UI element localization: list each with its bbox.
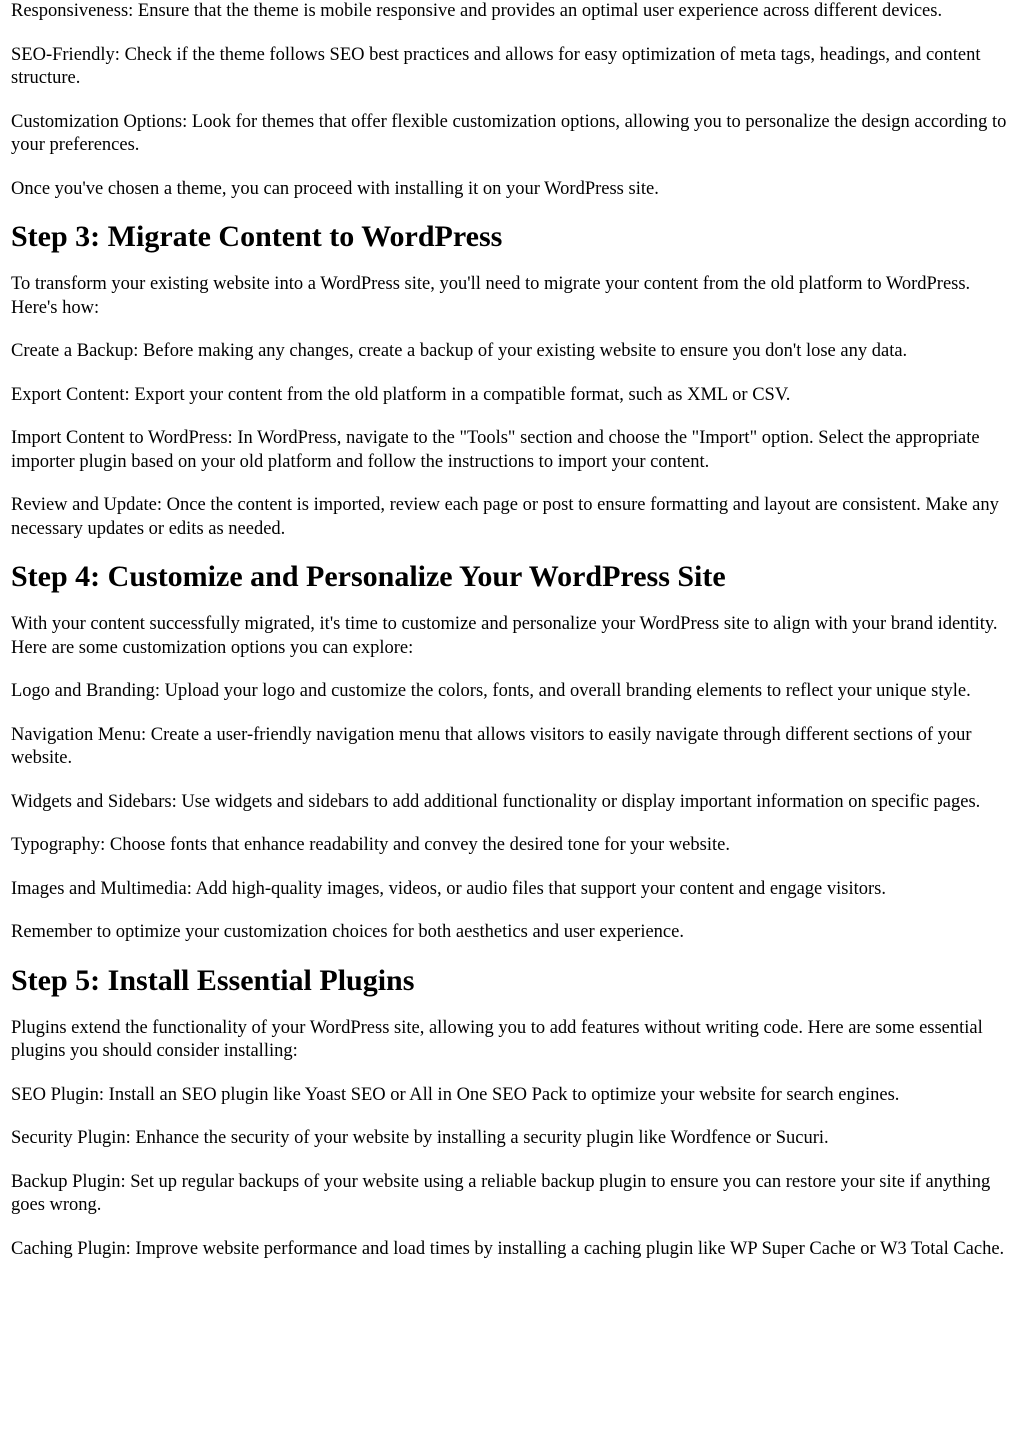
paragraph-step3-intro: To transform your existing website into a WordPress site, you'll need to migrate your content from the old platform to WordPress. Here's how: (11, 274, 971, 318)
paragraph-responsiveness: Responsiveness: Ensure that the theme is mobile responsive and provides an optimal user experience across different devices. (11, 1, 943, 21)
paragraph-import-content: Import Content to WordPress: In WordPress, navigate to the "Tools" section and choose the "Import" option. Select the appropriate importer plugin based on your old platform and follow the instructions to import your content. (11, 428, 980, 472)
heading-step-4: Step 4: Customize and Personalize Your WordPress Site (11, 560, 726, 593)
paragraph-navigation-menu: Navigation Menu: Create a user-friendly navigation menu that allows visitors to easily navigate through different sections of your website. (11, 724, 972, 768)
paragraph-widgets-sidebars: Widgets and Sidebars: Use widgets and sidebars to add additional functionality or display important information on specific pages. (11, 791, 981, 812)
heading-step-3: Step 3: Migrate Content to WordPress (11, 220, 503, 253)
paragraph-step5-intro: Plugins extend the functionality of your WordPress site, allowing you to add features without writing code. Here are some essential plugins you should consider installing: (11, 1017, 983, 1061)
paragraph-images-multimedia: Images and Multimedia: Add high-quality images, videos, or audio files that support your content and engage visitors. (11, 878, 886, 899)
paragraph-theme-install-note: Once you've chosen a theme, you can proceed with installing it on your WordPress site. (11, 178, 659, 199)
paragraph-seo-plugin: SEO Plugin: Install an SEO plugin like Yoast SEO or All in One SEO Pack to optimize your website for search engines. (11, 1084, 900, 1105)
paragraph-create-backup: Create a Backup: Before making any changes, create a backup of your existing website to ensure you don't lose any data. (11, 341, 908, 361)
paragraph-backup-plugin: Backup Plugin: Set up regular backups of your website using a reliable backup plugin to ensure you can restore your site if anything goes wrong. (11, 1171, 991, 1215)
heading-step-5: Step 5: Install Essential Plugins (11, 963, 415, 997)
paragraph-export-content: Export Content: Export your content from the old platform in a compatible format, such as XML or CSV. (11, 384, 791, 405)
paragraph-review-update: Review and Update: Once the content is imported, review each page or post to ensure formatting and layout are consistent. Make any necessary updates or edits as needed. (11, 495, 999, 539)
paragraph-customization-options: Customization Options: Look for themes that offer flexible customization options, allowing you to personalize the design according to your preferences. (11, 111, 1007, 155)
paragraph-customization-reminder: Remember to optimize your customization choices for both aesthetics and user experience. (11, 922, 684, 942)
paragraph-logo-branding: Logo and Branding: Upload your logo and customize the colors, fonts, and overall branding elements to reflect your unique style. (11, 681, 971, 701)
paragraph-typography: Typography: Choose fonts that enhance readability and convey the desired tone for your website. (11, 835, 730, 855)
paragraph-step4-intro: With your content successfully migrated, it's time to customize and personalize your WordPress site to align with your brand identity. Here are some customization options you can explore: (11, 614, 998, 658)
paragraph-caching-plugin: Caching Plugin: Improve website performance and load times by installing a caching plugin like WP Super Cache or W3 Total Cache. (11, 1238, 1005, 1259)
paragraph-seo-friendly: SEO-Friendly: Check if the theme follows SEO best practices and allows for easy optimization of meta tags, headings, and content structure. (11, 44, 981, 88)
paragraph-security-plugin: Security Plugin: Enhance the security of your website by installing a security plugin like Wordfence or Sucuri. (11, 1128, 829, 1148)
